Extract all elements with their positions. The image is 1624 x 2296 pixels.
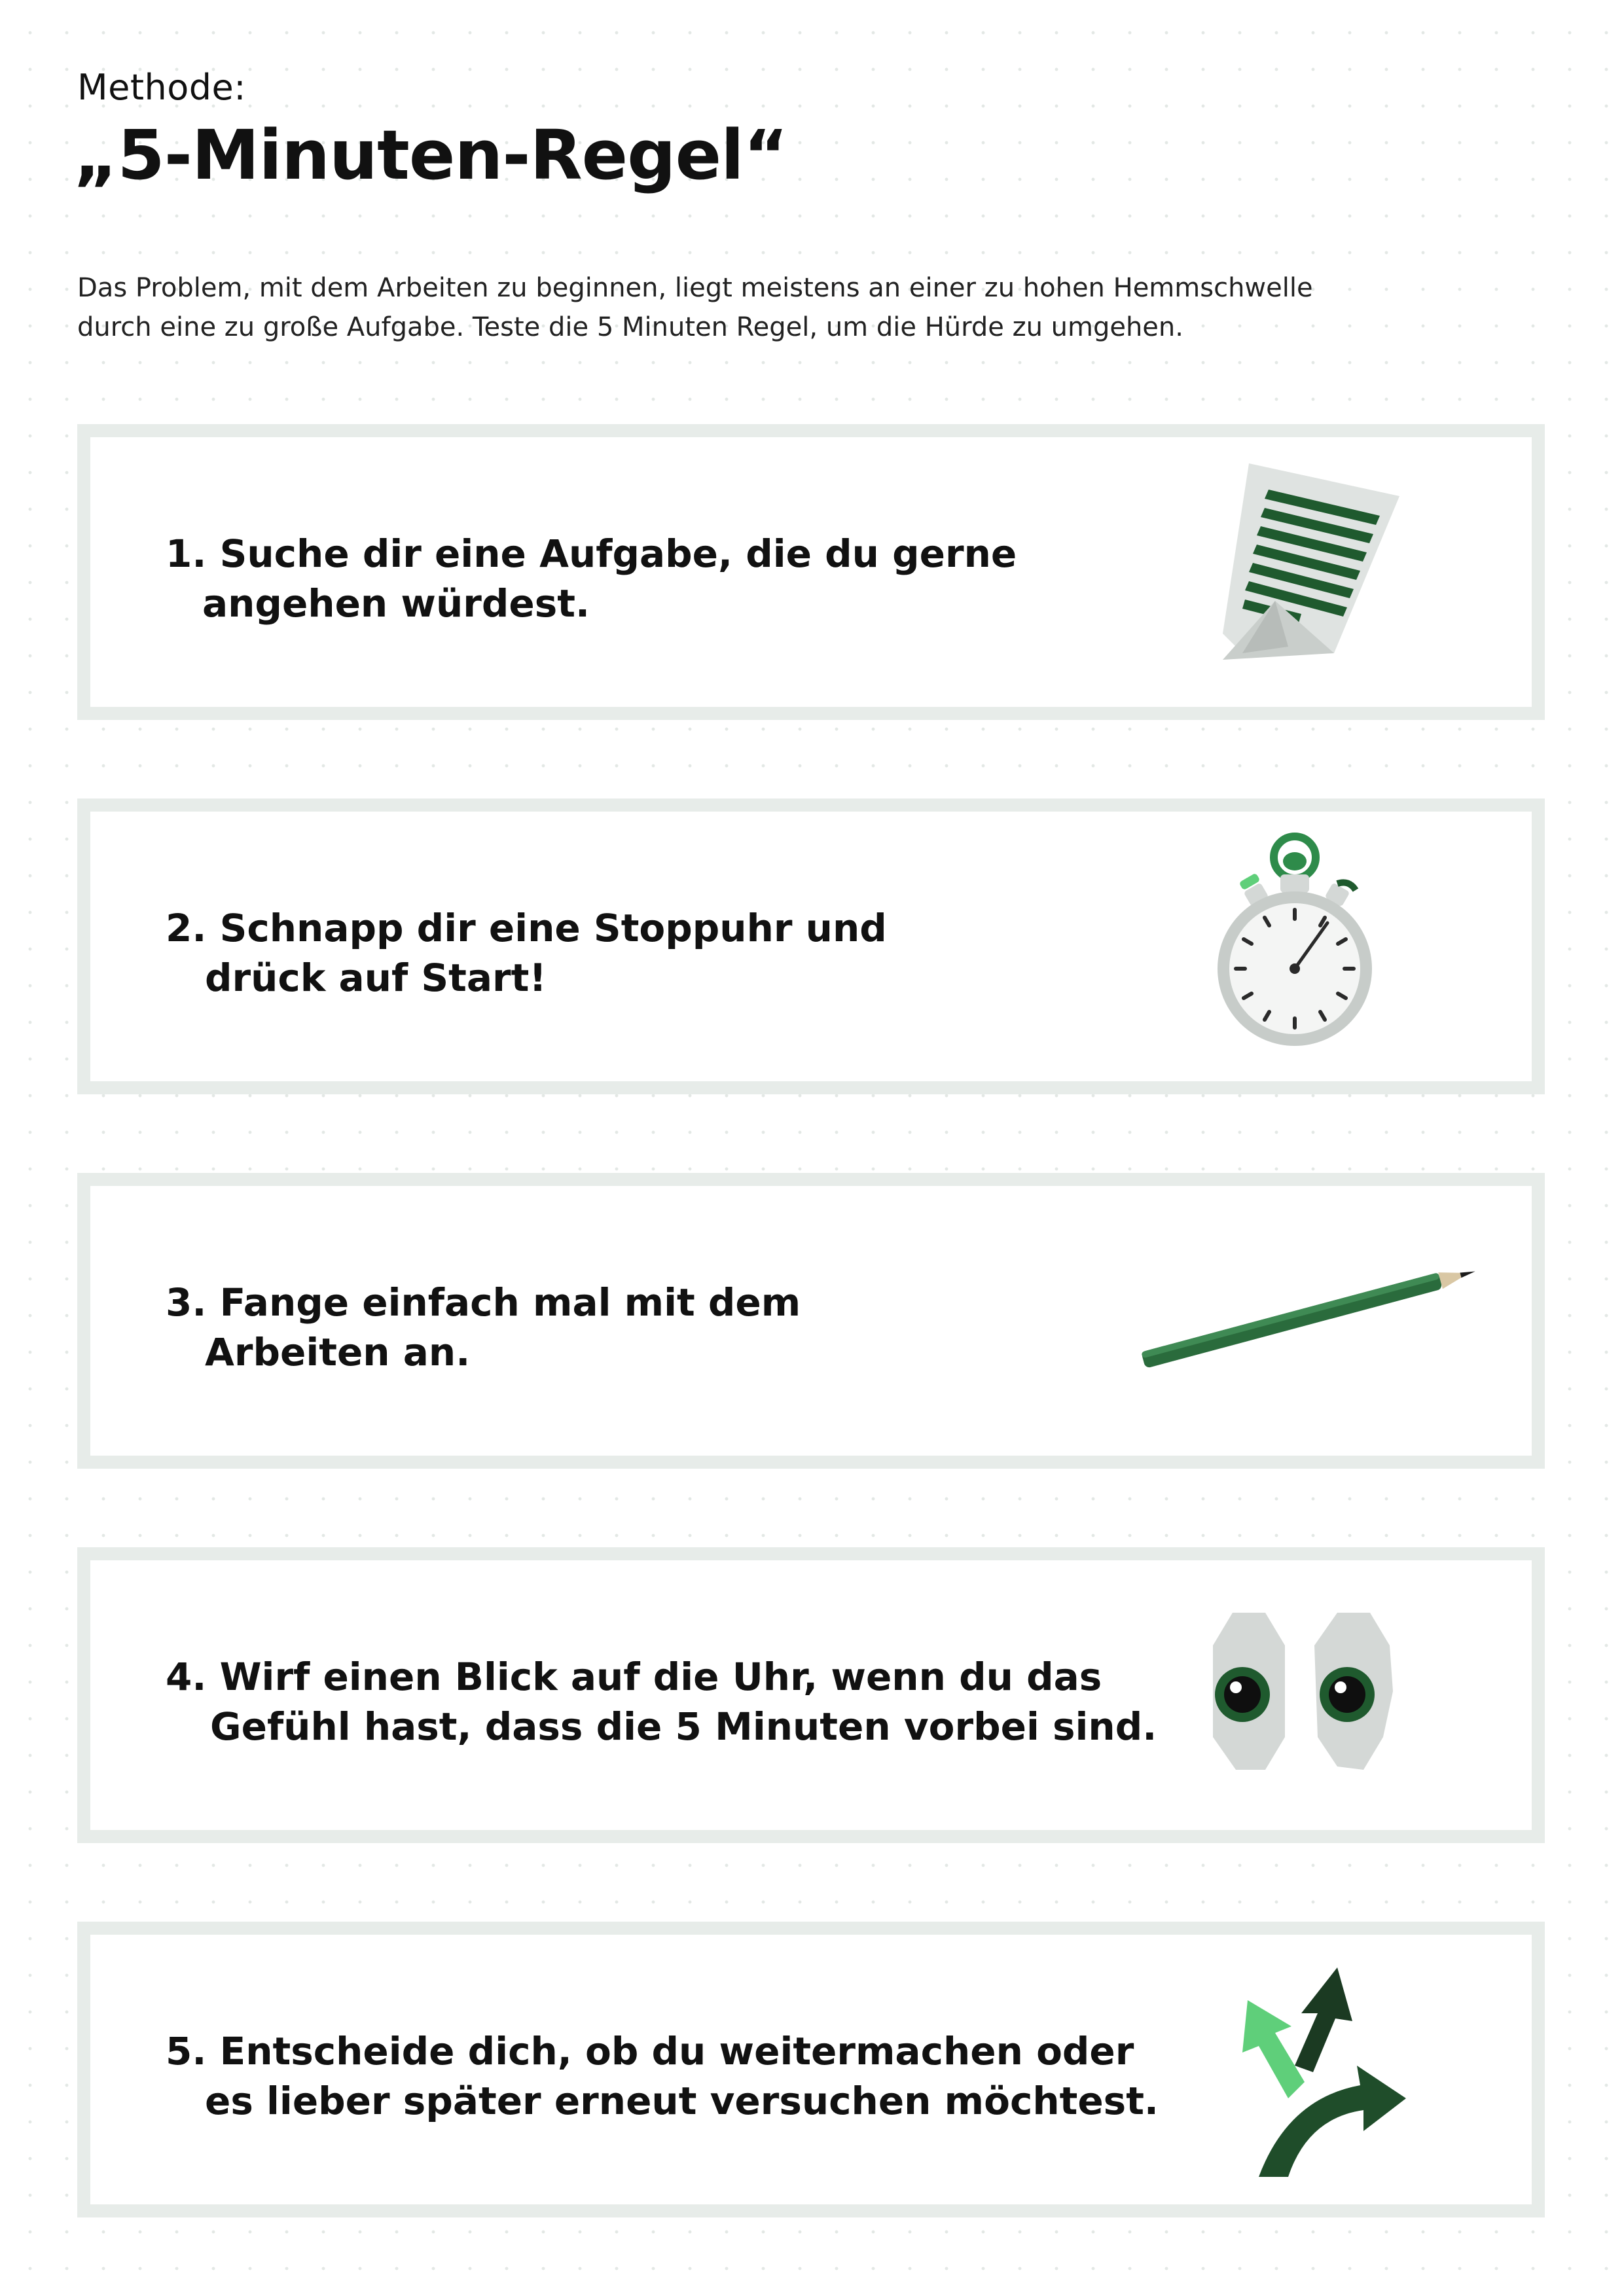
step-line: es lieber später erneut versuchen möchtest. [205, 2079, 1159, 2123]
step-text [166, 2026, 1159, 2126]
step-line: 3. Fange einfach mal mit dem [166, 1280, 801, 1325]
step-line: 5. Entscheide dich, ob du weitermachen oder [166, 2029, 1134, 2073]
intro-paragraph [77, 268, 1452, 347]
step-card-1 [77, 424, 1545, 720]
step-line: angehen würdest. [202, 581, 590, 626]
page-title: „5-Minuten-Regel“ [73, 115, 788, 195]
step-card-3 [77, 1173, 1545, 1469]
step-text [166, 1278, 801, 1377]
diverging-arrows-icon [1197, 1961, 1445, 2199]
intro-line: Das Problem, mit dem Arbeiten zu beginnen, liegt meistens an einer zu hohen Hemmschwelle [77, 273, 1313, 303]
paper-document-icon [1183, 457, 1419, 682]
method-label: Methode: [77, 67, 246, 108]
step-card-2 [77, 798, 1545, 1094]
step-text [166, 529, 1017, 628]
step-card-4 [77, 1547, 1545, 1843]
eyes-icon [1197, 1606, 1432, 1792]
step-text [166, 903, 887, 1003]
step-card-5 [77, 1922, 1545, 2217]
pencil-icon [1125, 1251, 1491, 1385]
step-line: Arbeiten an. [205, 1330, 471, 1374]
step-text [166, 1652, 1157, 1751]
stopwatch-icon [1203, 831, 1399, 1069]
step-line: 4. Wirf einen Blick auf die Uhr, wenn du das [166, 1655, 1102, 1699]
step-line: 2. Schnapp dir eine Stoppuhr und [166, 906, 887, 950]
step-line: 1. Suche dir eine Aufgabe, die du gerne [166, 531, 1017, 576]
step-line: Gefühl hast, dass die 5 Minuten vorbei sind. [210, 1704, 1157, 1749]
step-line: drück auf Start! [205, 956, 547, 1000]
intro-line: durch eine zu große Aufgabe. Teste die 5 Minuten Regel, um die Hürde zu umgehen. [77, 312, 1183, 342]
